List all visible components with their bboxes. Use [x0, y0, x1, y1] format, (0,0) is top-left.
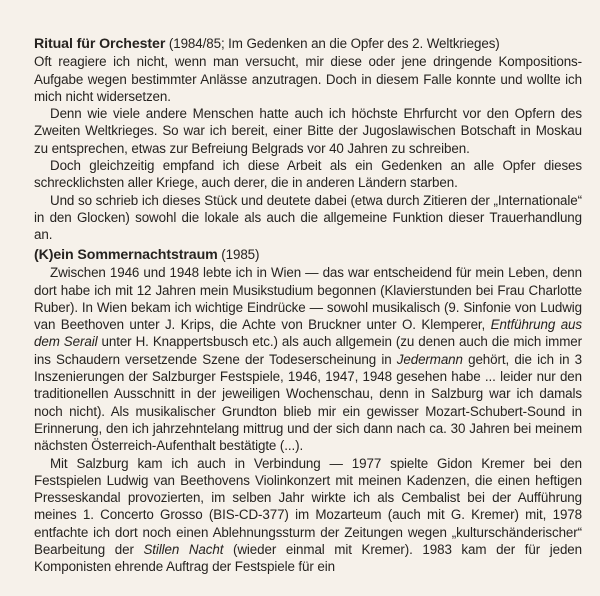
paragraph — [34, 264, 582, 454]
work-title: Stillen Nacht — [143, 542, 224, 558]
paragraph — [34, 455, 582, 576]
section-heading — [34, 35, 582, 53]
paragraph: Doch gleichzeitig empfand ich diese Arbeit als ein Gedenken an alle Opfer dieses schrecklichsten aller Kriege, auch derer, die in anderen Ländern starben. — [34, 158, 582, 191]
text-run: unter H. Knappertsbusch etc.) als auch allgemein (zu denen auch die mich immer ins Schaudern versetzende Szene der Todeserscheinung in — [34, 334, 582, 367]
section-title: (K)ein Sommernachtstraum — [34, 247, 218, 263]
text-run: Zwischen 1946 und 1948 lebte ich in Wien — das war entscheidend für mein Leben, denn dort habe ich mit 12 Jahren mein Musikstudium begonnen (Klavierstunden bei Frau Charlotte Ruber). In Wien bekam ich wichtige Eindrücke — sowohl musikalisch (9. Sinfonie von Ludwig van Beethoven unter J. Krips, die Achte von Bruckner unter O. Klemperer, — [34, 265, 582, 333]
text-run: gehört, die ich in 3 Inszenierungen der Salzburger Festspiele, 1946, 1947, 1948 gesehen habe ... leider nur den traditionellen Ausschnitt in der jeweiligen Wochenschau, denn in Salzburg war ich damals noch nicht). Als musikalischer Grundton blieb mir ein gewisser Mozart-Schubert-Sound in Erinnerung, den ich jahrzehntelang mittrug und der sich dann nach ca. 30 Jahren bei meinem nächsten Österreich-Aufenthalt bestätigte (...). — [34, 351, 582, 454]
paragraph: Oft reagiere ich nicht, wenn man versucht, mir diese oder jene dringende Kompositions-Aufgabe wegen bestimmter Anlässe anzutragen. Doch in diesem Falle konnte und wollte ich mich nicht widersetzen. — [34, 54, 582, 104]
paragraph: Und so schrieb ich dieses Stück und deutete dabei (etwa durch Zitieren der „Internationale“ in den Glocken) sowohl die lokale als auch die allgemeine Funktion dieser Trauerhandlung an. — [34, 192, 582, 243]
work-title: Jedermann — [396, 351, 463, 367]
section-body — [34, 53, 582, 243]
section-sommernachtstraum — [34, 246, 582, 576]
section-body — [34, 264, 582, 575]
section-subtitle: (1984/85; Im Gedenken an die Opfer des 2. Weltkrieges) — [168, 36, 500, 51]
paragraph: Denn wie viele andere Menschen hatte auch ich höchste Ehrfurcht vor den Opfern des Zweiten Weltkrieges. So war ich bereit, einer Bitte der Jugoslawischen Botschaft in Moskau zu entsprechen, etwas zur Befreiung Belgrads vor 40 Jahren zu schreiben. — [34, 106, 582, 156]
section-title: Ritual für Orchester — [34, 36, 166, 52]
section-subtitle: (1985) — [221, 247, 260, 262]
text-run: (wieder einmal mit Kremer). 1983 kam der für jeden Komponisten ehrende Auftrag der Festspiele für ein — [34, 542, 582, 575]
text-run: Mit Salzburg kam ich auch in Verbindung — 1977 spielte Gidon Kremer bei den Festspielen Ludwig van Beethovens Violinkonzert mit meinen Kadenzen, die einen heftigen Presseskandal provozierten, im selben Jahr wirkte ich als Cembalist bei der Aufführung meines 1. Concerto Grosso (BIS-CD-377) im Mozarteum (auch mit G. Kremer) mit, 1978 entfachte ich dort noch einen Ablehnungssturm der Zeitungen wegen „kulturschänderischer“ Bearbeitung der — [34, 455, 582, 558]
section-ritual — [34, 35, 582, 244]
work-title: Entführung aus dem Serail — [34, 317, 582, 350]
section-heading — [34, 246, 582, 264]
